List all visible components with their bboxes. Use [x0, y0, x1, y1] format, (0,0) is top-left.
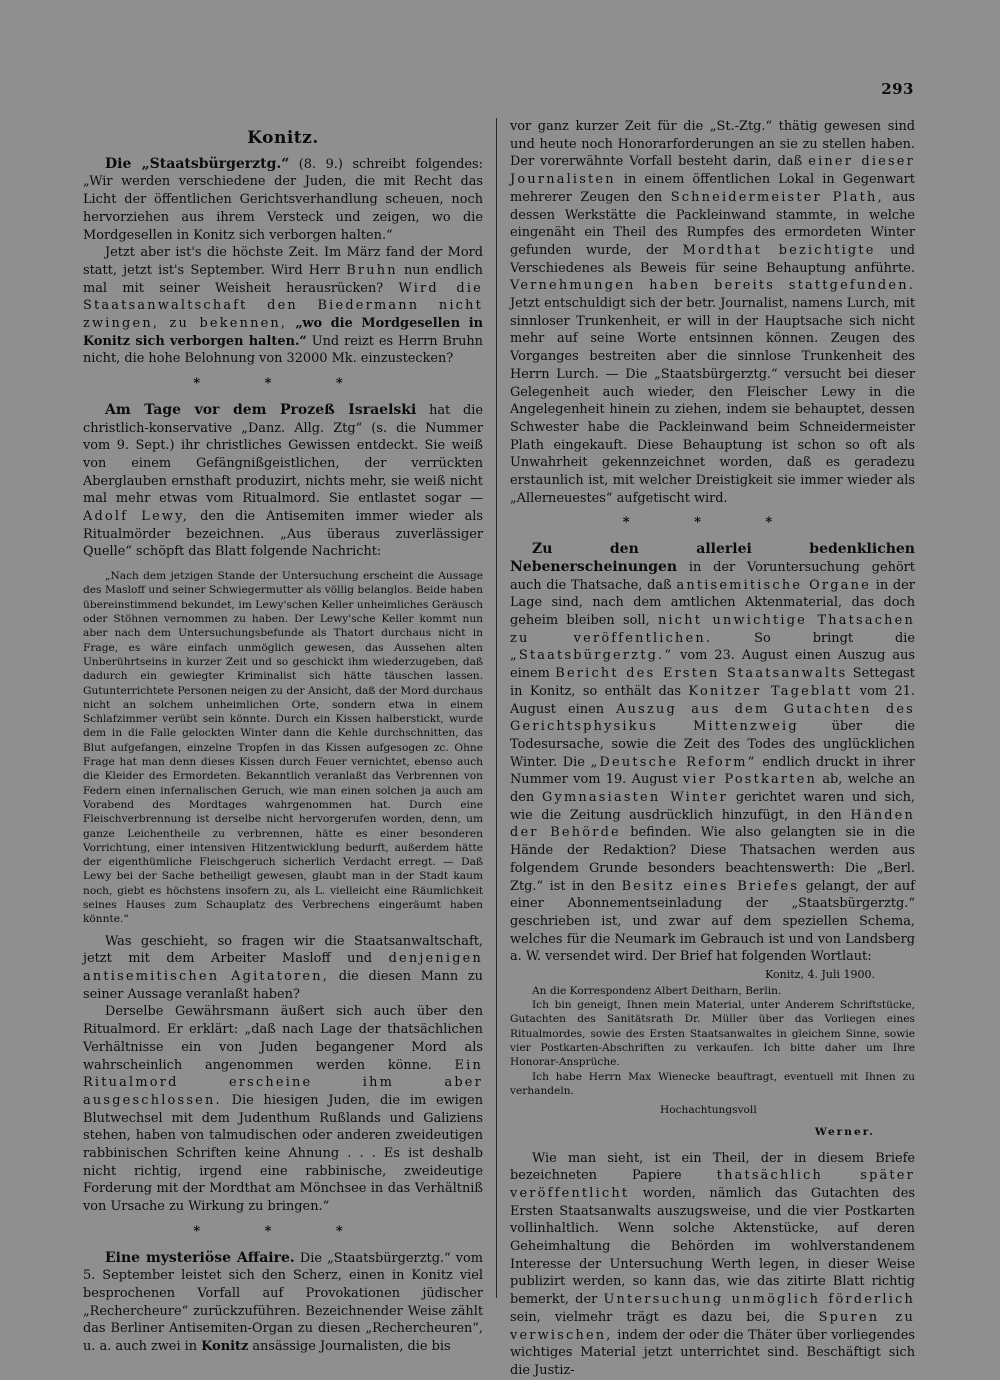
- column-divider: [496, 118, 497, 1298]
- text: Jetzt aber ist's die höchste Zeit. Im März fand der Mord statt, jetzt ist's September. Wird Herr: [83, 245, 483, 278]
- paragraph: [83, 244, 483, 368]
- spaced-text: Adolf Lewy,: [83, 509, 190, 525]
- text: vom 21. August einen: [510, 683, 915, 717]
- letter-body: Ich bin geneigt, Ihnen mein Material, unter Anderem Schriftstücke, Gutachten des Sanitätsrath Dr. Müller über das Vorliegen eines Ritualmordes, sowie des Ersten Staatsanwaltes in gleichem Sinne, sowie vier Postkarten-Abschriften zu verkaufen. Ich bitte daher um Ihre Honorar-Ansprüche.: [510, 999, 915, 1069]
- paragraph: [83, 156, 483, 245]
- article-heading: Die „Staatsbürgerztg.“: [105, 155, 290, 172]
- spaced-text: „Deutsche Reform“: [590, 754, 757, 770]
- spaced-text: Konitzer Tageblatt: [688, 683, 853, 699]
- text: Wie man sieht, ist ein Theil, der in diesem Briefe bezeichneten Papiere: [510, 1150, 915, 1184]
- left-column: [83, 118, 483, 1356]
- text: in der Voruntersuchung gehört auch die Thatsache, daß: [510, 559, 915, 593]
- paragraph: [83, 402, 483, 561]
- paragraph: [510, 1150, 915, 1380]
- spaced-text: Mordthat bezichtigte: [682, 242, 876, 258]
- spaced-text: Wird die Staatsanwaltschaft den Biedermann nicht zwingen, zu bekennen,: [83, 280, 483, 332]
- spaced-text: denjenigen antisemitischen Agitatoren,: [83, 951, 483, 984]
- text: befinden. Wie also gelangten sie in die Hände der Redaktion? Diese Thatsachen werden aus folgendem Grunde besonders beachtenswerth: Die „Berl. Ztg.“ ist in den: [510, 825, 915, 894]
- right-column: [510, 118, 915, 1380]
- letter-body-2: Ich habe Herrn Max Wienecke beauftragt, eventuell mit Ihnen zu verhandeln.: [510, 1070, 915, 1097]
- text: Settegast in Konitz, so enthält das: [510, 666, 915, 699]
- text: die diesen Mann zu seiner Aussage veranlaßt haben?: [83, 969, 483, 1002]
- text: in der Lage sind, nach dem amtlichen Aktenmaterial, das doch geheim bleiben soll,: [510, 577, 915, 628]
- text: Die hiesigen Juden, die im ewigen Blutwechsel mit dem Judenthum Rußlands und Galiziens stehen, haben von talmudischen oder anderen zweideutigen rabbinischen Schriften keine Ahnung . . . Es ist deshalb nicht richtig, irgend eine rabbinische, zweideutige Forderung mit der Mordthat am Mönchsee in das Verhältniß von Ursache zu Wirkung zu bringen.“: [83, 1092, 483, 1215]
- spaced-text: Ein Ritualmord erscheine ihm aber ausgeschlossen.: [83, 1057, 483, 1108]
- bold-text: „wo die Mordgesellen in Konitz sich verborgen halten.“: [83, 316, 483, 349]
- text: Jetzt entschuldigt sich der betr. Journalist, namens Lurch, mit sinnloser Trunkenheit, er will in der Hauptsache sich nicht mehr auf seine Worte entsinnen können. Zeugen des Vorganges bestreiten aber die sinnlose Trunkenheit des Herrn Lurch. — Die „Staatsbürgerztg.“ versucht bei dieser Gelegenheit auch wieder, den Fleischer Lewy in die Angelegenheit hinein zu ziehen, indem sie behauptet, dessen Schwester habe die Packleinwand beim Schneidermeister Plath eingekauft. Diese Behauptung ist schon so oft als Unwahrheit gekennzeichnet worden, daß es geradezu erstaunlich ist, mit welcher Dreistigkeit sie immer wieder als „Allerneuestes“ aufgetischt wird.: [510, 296, 915, 506]
- text: ansässige Journalisten, die bis: [252, 1339, 451, 1355]
- article-heading: Zu den allerlei bedenklichen Nebenerscheinungen: [510, 541, 915, 575]
- spaced-text: antisemitische Organe: [676, 577, 871, 593]
- spaced-text: Bruhn: [346, 262, 398, 278]
- letter-greeting: Hochachtungsvoll: [660, 1104, 757, 1117]
- text: gerichtet waren und sich, wie die Zeitung ausdrücklich hinzufügt, in den: [510, 790, 915, 823]
- section-separator: * * *: [193, 376, 373, 392]
- letter-date: Konitz, 4. Juli 1900.: [765, 968, 875, 982]
- spaced-text: Vernehmungen haben bereits stattgefunden.: [510, 278, 915, 294]
- text: aus dessen Werkstätte die Packleinwand stammte, in welche eingenäht ein Theil des Rumpfes des ermordeten Winter gefunden wurde, der: [510, 189, 915, 258]
- text: in einem öffentlichen Lokal in Gegenwart mehrerer Zeugen den: [510, 172, 915, 205]
- section-separator: * * *: [193, 1223, 373, 1239]
- text: den die Antisemiten immer wieder als Ritualmörder bezeichnen. „Aus überaus zuverlässiger Quelle“ schöpft das Blatt folgende Nachricht:: [83, 509, 483, 560]
- spaced-text: Händen der Behörde: [510, 807, 915, 841]
- letter-signature: Werner.: [814, 1125, 875, 1138]
- spaced-text: nicht unwichtige Thatsachen zu veröffentlichen.: [510, 612, 915, 646]
- text: worden, nämlich das Gutachten des Ersten Staatsanwalts auszugsweise, und die vier Postkarten vollinhaltlich. Wenn solche Aktenstücke, auf deren Geheimhaltung die Behörden im wohlverstandenem Interesse der Untersuchung Werth legen, in dieser Weise publizirt werden, so kann das, wie das zitirte Blatt richtig bemerkt, der: [510, 1185, 915, 1308]
- text: nun endlich mal mit seiner Weisheit herausrücken?: [83, 262, 483, 296]
- article-heading: Eine mysteriöse Affaire.: [105, 1249, 295, 1266]
- paragraph: [83, 1250, 483, 1356]
- text: ab, welche an den: [510, 772, 915, 806]
- section-separator: * * *: [622, 515, 803, 531]
- text: vor ganz kurzer Zeit für die „St.-Ztg.“ thätig gewesen sind und heute noch Honorarforderungen an sie zu stellen haben. Der vorerwähnte Vorfall besteht darin, daß: [510, 119, 915, 170]
- text: endlich druckt in ihrer Nummer vom 19. August: [510, 754, 915, 788]
- paragraph: [510, 118, 915, 507]
- bold-text: Konitz: [201, 1339, 249, 1355]
- spaced-text: Besitz eines Briefes: [621, 878, 800, 894]
- article-heading: Am Tage vor dem Prozeß Israelski: [105, 401, 417, 418]
- letter-address: An die Korrespondenz Albert Deitharn, Berlin.: [532, 984, 782, 997]
- paragraph: [510, 541, 915, 966]
- text: über die Todesursache, sowie die Zeit des Todes des unglücklichen Winter. Die: [510, 719, 915, 770]
- spaced-text: „Staatsbürgerztg.“: [510, 648, 674, 664]
- spaced-text: Spuren zu verwischen,: [510, 1309, 915, 1343]
- text: (8. 9.) schreibt folgendes: „Wir werden verschiedene der Juden, die mit Recht das Licht der öffentlichen Gerichtsverhandlung scheuen, noch hervorziehen aus ihrem Versteck und zeigen, wo die Mordgesellen in Konitz sich verborgen halten.“: [83, 156, 484, 243]
- quoted-report: „Nach dem jetzigen Stande der Untersuchung erscheint die Aussage des Masloff und seiner Schwiegermutter als völlig belanglos. Beide haben übereinstimmend bekundet, im Lewy'schen Keller unheimliches Geräusch oder Stöhnen vernommen zu haben. Der Lewy'sche Keller kommt nun aber nach dem Untersuchungsbefunde als Thatort durchaus nicht in Frage, es wäre einfach unmöglich gewesen, das Aussehen alten Unberührtseins in kurzer Zeit und so geschickt ihm wiederzugeben, daß dadurch ein gewiegter Kriminalist sich hätte täuschen lassen. Gutunterrichtete Personen neigen zu der Ansicht, daß der Mord durchaus nicht an solchem unheimlichen Orte, sondern etwa in einem Schlafzimmer verübt sein könnte. Durch ein Kissen halberstickt, wurde dem in die Falle gelockten Winter dann die Kehle durchschnitten, das Blut aufgefangen, einzelne Tropfen in das Kissen aufgesogen zc. Ohne Frage hat man denn dieses Kissen durch Feuer vernichtet, ebenso auch die Kleider des Ermordeten. Bekanntlich veranlaßt das Verbrennen von Federn einen infernalischen Geruch, wie man einen solchen ja auch am Vorabend des Mordtages wahrgenommen hat. Durch eine Fleischverbrennung ist derselbe nicht hervorgerufen worden, denn, um ganze Leichentheile zu verbrennen, hätte es einer besonderen Vorrichtung, einer intensiven Hitzentwicklung bedurft, außerdem hätte der eigenthümliche Fleischgeruch sicherlich Verdacht erregt. — Daß Lewy bei der Sache betheiligt gewesen, glaubt man in der Stadt kaum noch, giebt es höchstens insofern zu, als L. vielleicht eine Räumlichkeit seines Hauses zum Schauplatz des Verbrechens eingeräumt haben könnte.“: [83, 570, 483, 926]
- spaced-text: Auszug aus dem Gutachten des Gerichtsphysikus Mittenzweig: [510, 701, 915, 735]
- text: Was geschieht, so fragen wir die Staatsanwaltschaft, jetzt mit dem Arbeiter Masloff und: [83, 933, 483, 967]
- spaced-text: thatsächlich später veröffentlicht: [510, 1168, 915, 1201]
- text: Die „Staatsbürgerztg.“ vom 5. September leistet sich den Scherz, einen in Konitz viel besprochenen Vorfall auf Provokationen jüdischer „Rechercheure“ zurückzuführen. Bezeichnender Weise zählt das Berliner Antisemiten-Organ zu diesen „Rechercheuren“, u. a. auch zwei in: [83, 1250, 484, 1355]
- text: indem der oder die Thäter über vorliegendes wichtiges Material jetzt unterrichtet sind. Beschäftigt sich die Justiz-: [510, 1327, 915, 1378]
- text: und Verschiedenes als Beweis für seine Behauptung anführte.: [510, 242, 915, 276]
- spaced-text: Gymnasiasten Winter: [542, 790, 728, 806]
- text: hat die christlich-konservative „Danz. Allg. Ztg“ (s. die Nummer vom 9. Sept.) ihr christliches Gewissen entdeckt. Sie weiß von einem Gefängnißgeistlichen, der verrückten Aberglauben ernsthaft produzirt, nichts mehr, sie weiß nicht mal mehr etwas vom Ritualmord. Sie entlastet sogar —: [83, 402, 483, 507]
- spaced-text: Untersuchung unmöglich förderlich: [603, 1292, 915, 1308]
- page-number: 293: [881, 80, 914, 98]
- text: vom 23. August einen Auszug aus einem: [510, 648, 915, 682]
- paragraph: [83, 1003, 483, 1215]
- text: gelangt, der auf einer Abonnementseinladung der „Staatsbürgerztg.“ geschrieben ist, und zwar auf dem speziellen Schema, welches für die Neumark im Gebrauch ist und von Landsberg a. W. versendet wird. Der Brief hat folgenden Wortlaut:: [510, 878, 915, 965]
- spaced-text: Schneidermeister Plath,: [670, 189, 884, 205]
- text: So bringt die: [754, 630, 915, 646]
- text: Und reizt es Herrn Bruhn nicht, die hohe Belohnung von 32000 Mk. einzustecken?: [83, 333, 483, 367]
- text: sein, vielmehr trägt es dazu bei, die: [510, 1309, 805, 1325]
- spaced-text: vier Postkarten: [682, 772, 817, 788]
- spaced-text: Bericht des Ersten Staatsanwalts: [555, 666, 848, 682]
- spaced-text: einer dieser Journalisten: [510, 154, 915, 188]
- article-title: Konitz.: [247, 128, 319, 148]
- paragraph: [83, 933, 483, 1004]
- text: Derselbe Gewährsmann äußert sich auch über den Ritualmord. Er erklärt: „daß nach Lage der thatsächlichen Verhältnisse ein von Juden begangener Mord als wahrscheinlich angenommen werden könne.: [83, 1004, 483, 1073]
